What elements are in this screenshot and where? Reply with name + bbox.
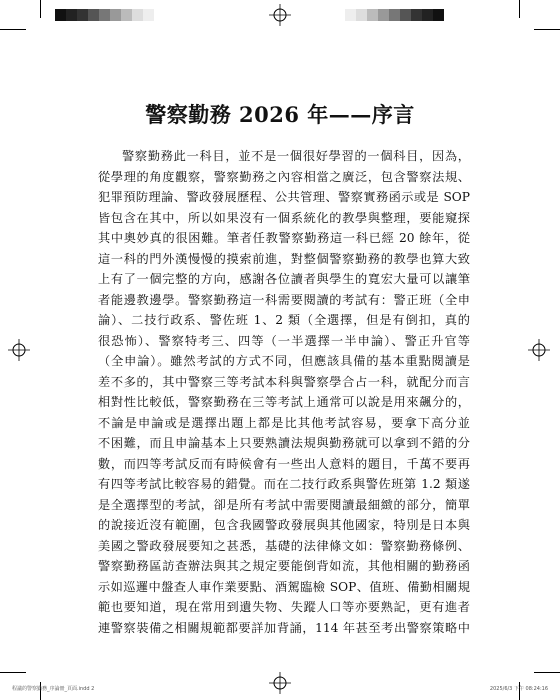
text-line: 從學理的角度觀察，警察勤務之內容相當之廣泛，包含警察法規、 bbox=[98, 169, 470, 184]
registration-swatch bbox=[367, 9, 378, 21]
slug-timestamp: 2025/6/3 下午 08:24:16 bbox=[489, 686, 548, 692]
text-line: 很恐怖）、警察特考三、四等（一半選擇一半申論）、警正升官等 bbox=[98, 333, 470, 348]
text-line: 相對性比較低，警察勤務在三等考試上通常可以說是用來飆分的， bbox=[98, 395, 470, 409]
registration-swatch bbox=[55, 9, 66, 21]
registration-swatch bbox=[110, 9, 121, 21]
text-line: 者能邊教邊學。警察勤務這一科需要閱讀的考試有：警正班（全申 bbox=[98, 292, 470, 307]
text-line: 其中奧妙真的很困難。筆者任教警察勤務這一科已經 20 餘年，從 bbox=[98, 231, 470, 245]
text-line: 不論是申論或是選擇出題上都是比其他考試容易，要拿下高分並 bbox=[98, 415, 470, 430]
text-line: 不困難，而且申論基本上只要熟讀法規與勤務就可以拿到不錯的分 bbox=[98, 436, 470, 450]
registration-swatch bbox=[345, 9, 356, 21]
registration-swatch bbox=[411, 9, 422, 21]
registration-swatch bbox=[400, 9, 411, 21]
text-line: 有四等考試比較容易的錯覺。而在二技行政系與警佐班第 1.2 類遂 bbox=[98, 477, 470, 491]
registration-swatch bbox=[88, 9, 99, 21]
page-title: 警察勤務 2026 年——序言 bbox=[145, 102, 415, 127]
text-line: （全申論）。雖然考試的方式不同，但應該具備的基本重點閱讀是 bbox=[98, 354, 470, 368]
registration-swatch bbox=[389, 9, 400, 21]
crop-mark-top-left-vertical bbox=[40, 0, 41, 18]
text-line: 差不多的，其中警察三等考試本科與警察學合占一科，就配分而言 bbox=[98, 374, 470, 389]
crop-mark-top-left bbox=[0, 29, 26, 30]
crop-mark-top-right bbox=[534, 29, 560, 30]
crosshair-right-icon bbox=[528, 339, 550, 361]
registration-swatch bbox=[378, 9, 389, 21]
registration-swatch bbox=[422, 9, 433, 21]
text-line: 這一科的門外漢慢慢的摸索前進，對整個警察勤務的教學也算大致 bbox=[98, 251, 470, 266]
text-line: 皆包含在其中，所以如果沒有一個系統化的教學與整理，要能窺探 bbox=[98, 210, 470, 225]
text-line: 是全選擇型的考試，卻是所有考試中需要閱讀最細緻的部分，簡單 bbox=[98, 497, 470, 512]
registration-swatch bbox=[99, 9, 110, 21]
registration-swatch bbox=[356, 9, 367, 21]
registration-bars-left bbox=[55, 9, 154, 21]
preface-body bbox=[98, 146, 470, 638]
text-line: 的說接近沒有範圍，包含我國警政發展與其他國家，特別是日本與 bbox=[98, 518, 470, 532]
text-line: 上有了一個完整的方向，感謝各位讀者與學生的寬宏大量可以讓筆 bbox=[98, 272, 470, 286]
registration-swatch bbox=[66, 9, 77, 21]
text-line: 示如巡邏中盤查人車作業要點、酒駕臨檢 SOP、值班、備勤相關規 bbox=[98, 579, 470, 594]
registration-swatch bbox=[77, 9, 88, 21]
crosshair-top-icon bbox=[269, 4, 291, 26]
registration-swatch bbox=[132, 9, 143, 21]
text-line: 範也要知道，現在常用到遺失物、失蹤人口等亦要熟記，更有進者 bbox=[98, 600, 470, 614]
text-line: 犯罪預防理論、警政發展歷程、公共管理、警察實務函示或是 SOP bbox=[98, 190, 470, 204]
crop-mark-top-right-vertical bbox=[519, 0, 520, 18]
crop-mark-bottom-left bbox=[0, 672, 26, 673]
crosshair-bottom-icon bbox=[269, 672, 291, 694]
registration-swatch bbox=[433, 9, 444, 21]
registration-swatch bbox=[121, 9, 132, 21]
text-line: 警察勤務區訪查辦法與其之規定要能倒背如流，其他相關的勤務函 bbox=[98, 559, 470, 573]
crop-mark-bottom-right bbox=[534, 672, 560, 673]
slug-filename: 程議的警察勤務_序論冊_頁面.indd 2 bbox=[12, 686, 95, 692]
registration-bars-right bbox=[345, 9, 444, 21]
registration-swatch bbox=[143, 9, 154, 21]
text-line: 論）、二技行政系、警佐班 1、2 類（全選擇，但是有倒扣，真的 bbox=[98, 313, 470, 327]
text-line: 連警察裝備之相關規範都要詳加背誦，114 年甚至考出警察策略中 bbox=[98, 620, 470, 635]
text-line: 警察勤務此一科目，並不是一個很好學習的一個科目，因為， bbox=[122, 149, 470, 163]
text-line: 美國之警政發展要知之甚悉，基礎的法律條文如：警察勤務條例、 bbox=[98, 538, 470, 553]
text-line: 數，而四等考試反而有時候會有一些出人意料的題目，千萬不要再 bbox=[98, 456, 470, 471]
crosshair-left-icon bbox=[8, 339, 30, 361]
